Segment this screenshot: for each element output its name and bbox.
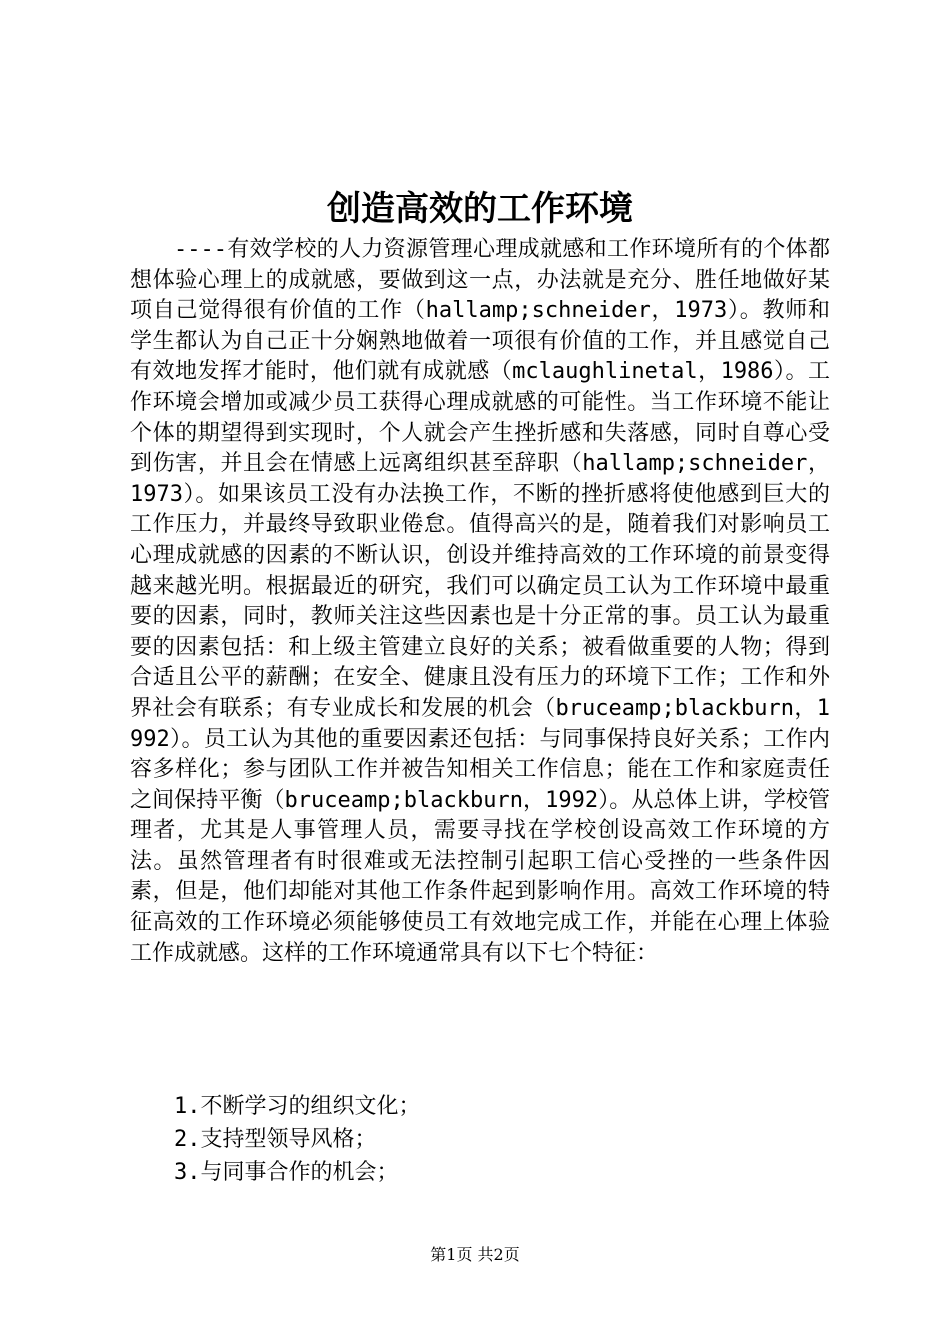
list-item: 1.不断学习的组织文化； (174, 1094, 421, 1119)
page-footer: 第1页 共2页 (430, 1245, 520, 1264)
document-body-paragraph: ----有效学校的人力资源管理心理成就感和工作环境所有的个体都想体验心理上的成就感，要做到这一点，办法就是充分、胜任地做好某项自己觉得很有价值的工作（hallamp;schneider，1973）。教师和学生都认为自己正十分娴熟地做着一项很有价值的工作，并且感觉自己有效地发挥才能时，他们就有成就感（mclaughlinetal，1986）。工作环境会增加或减少员工获得心理成就感的可能性。当工作环境不能让个体的期望得到实现时，个人就会产生挫折感和失落感，同时自尊心受到伤害，并且会在情感上远离组织甚至辞职（hallamp;schneider，1973）。如果该员工没有办法换工作，不断的挫折感将使他感到巨大的工作压力，并最终导致职业倦怠。值得高兴的是，随着我们对影响员工心理成就感的因素的不断认识，创设并维持高效的工作环境的前景变得越来越光明。根据最近的研究，我们可以确定员工认为工作环境中最重要的因素，同时，教师关注这些因素也是十分正常的事。员工认为最重要的因素包括：和上级主管建立良好的关系；被看做重要的人物；得到合适且公平的薪酬；在安全、健康且没有压力的环境下工作；工作和外界社会有联系；有专业成长和发展的机会（bruceamp;blackburn，1992）。员工认为其他的重要因素还包括：与同事保持良好关系；工作内容多样化；参与团队工作并被告知相关工作信息；能在工作和家庭责任之间保持平衡（bruceamp;blackburn，1992）。从总体上讲，学校管理者，尤其是人事管理人员，需要寻找在学校创设高效工作环境的方法。虽然管理者有时很难或无法控制引起职工信心受挫的一些条件因素，但是，他们却能对其他工作条件起到影响作用。高效工作环境的特征高效的工作环境必须能够使员工有效地完成工作，并能在心理上体验工作成就感。这样的工作环境通常具有以下七个特征： (130, 237, 830, 966)
feature-list (174, 1090, 824, 1189)
list-item: 2.支持型领导风格； (174, 1127, 377, 1152)
document-title: 创造高效的工作环境 (327, 189, 633, 229)
list-item: 3.与同事合作的机会； (174, 1160, 399, 1185)
